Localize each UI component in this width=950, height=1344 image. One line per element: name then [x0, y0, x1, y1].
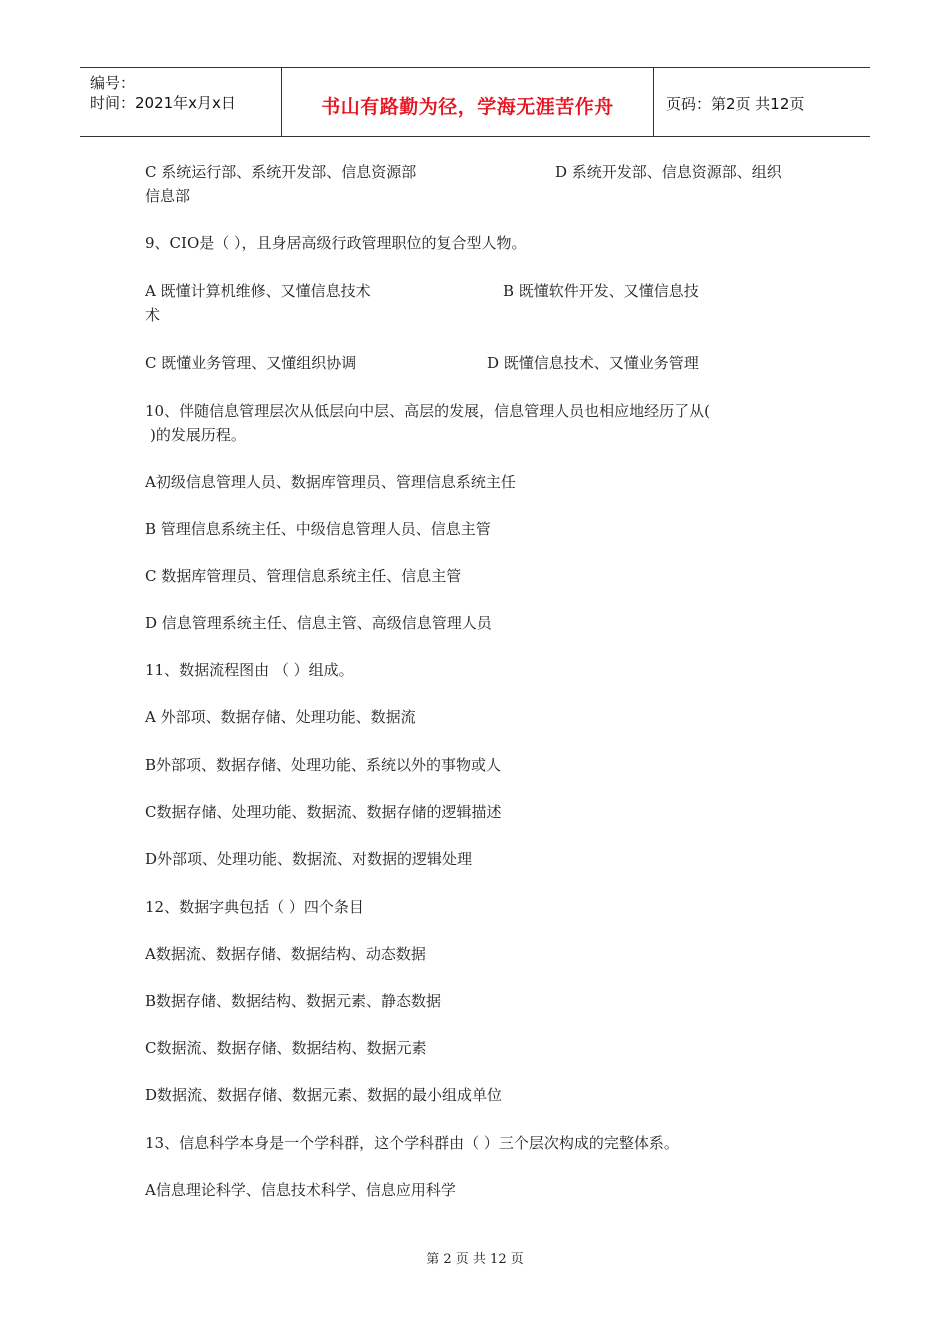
- header-meta-cell: [80, 68, 282, 136]
- time-label: 时间：2021年x月x日: [90, 94, 236, 112]
- motto-text: 书山有路勤为径，学海无涯苦作舟: [321, 96, 614, 118]
- question-9: 9、CIO是（ ），且身居高级行政管理职位的复合型人物。: [145, 234, 527, 252]
- header-motto-cell: [282, 68, 654, 136]
- number-label: 编号：: [90, 74, 136, 92]
- q9-option-b: B 既懂软件开发、又懂信息技: [503, 282, 699, 300]
- question-12: 12、数据字典包括（ ）四个条目: [145, 898, 364, 916]
- q10-option-a: A初级信息管理人员、数据库管理员、管理信息系统主任: [145, 473, 516, 491]
- q8-option-c: C 系统运行部、系统开发部、信息资源部: [145, 163, 417, 181]
- q9-option-d: D 既懂信息技术、又懂业务管理: [487, 354, 699, 372]
- page-footer: 第 2 页 共 12 页: [426, 1252, 524, 1267]
- q11-option-b: B外部项、数据存储、处理功能、系统以外的事物或人: [145, 756, 502, 774]
- q10-option-d: D 信息管理系统主任、信息主管、高级信息管理人员: [145, 614, 492, 632]
- q12-option-d: D数据流、数据存储、数据元素、数据的最小组成单位: [145, 1086, 503, 1104]
- q11-option-a: A 外部项、数据存储、处理功能、数据流: [145, 708, 416, 726]
- q12-option-a: A数据流、数据存储、数据结构、动态数据: [145, 945, 426, 963]
- q12-option-c: C数据流、数据存储、数据结构、数据元素: [145, 1039, 427, 1057]
- question-11: 11、数据流程图由 （ ）组成。: [145, 661, 354, 679]
- page-info: 页码：第2页 共12页: [666, 95, 805, 113]
- question-10-line-1: 10、伴随信息管理层次从低层向中层、高层的发展，信息管理人员也相应地经历了从(: [145, 402, 710, 420]
- question-10-line-2: )的发展历程。: [150, 426, 246, 444]
- q10-option-b: B 管理信息系统主任、中级信息管理人员、信息主管: [145, 520, 491, 538]
- q11-option-d: D外部项、处理功能、数据流、对数据的逻辑处理: [145, 850, 473, 868]
- q10-option-c: C 数据库管理员、管理信息系统主任、信息主管: [145, 567, 462, 585]
- question-13: 13、信息科学本身是一个学科群，这个学科群由（ ）三个层次构成的完整体系。: [145, 1134, 679, 1152]
- q12-option-b: B数据存储、数据结构、数据元素、静态数据: [145, 992, 442, 1010]
- q8-option-d-continued: 信息部: [145, 187, 191, 205]
- q9-option-c: C 既懂业务管理、又懂组织协调: [145, 354, 357, 372]
- page-header: [80, 67, 870, 137]
- q11-option-c: C数据存储、处理功能、数据流、数据存储的逻辑描述: [145, 803, 502, 821]
- q9-option-b-continued: 术: [145, 306, 161, 324]
- header-page-cell: [654, 68, 870, 136]
- q13-option-a: A信息理论科学、信息技术科学、信息应用科学: [145, 1181, 456, 1199]
- q9-option-a: A 既懂计算机维修、又懂信息技术: [145, 282, 371, 300]
- q8-option-d: D 系统开发部、信息资源部、组织: [555, 163, 782, 181]
